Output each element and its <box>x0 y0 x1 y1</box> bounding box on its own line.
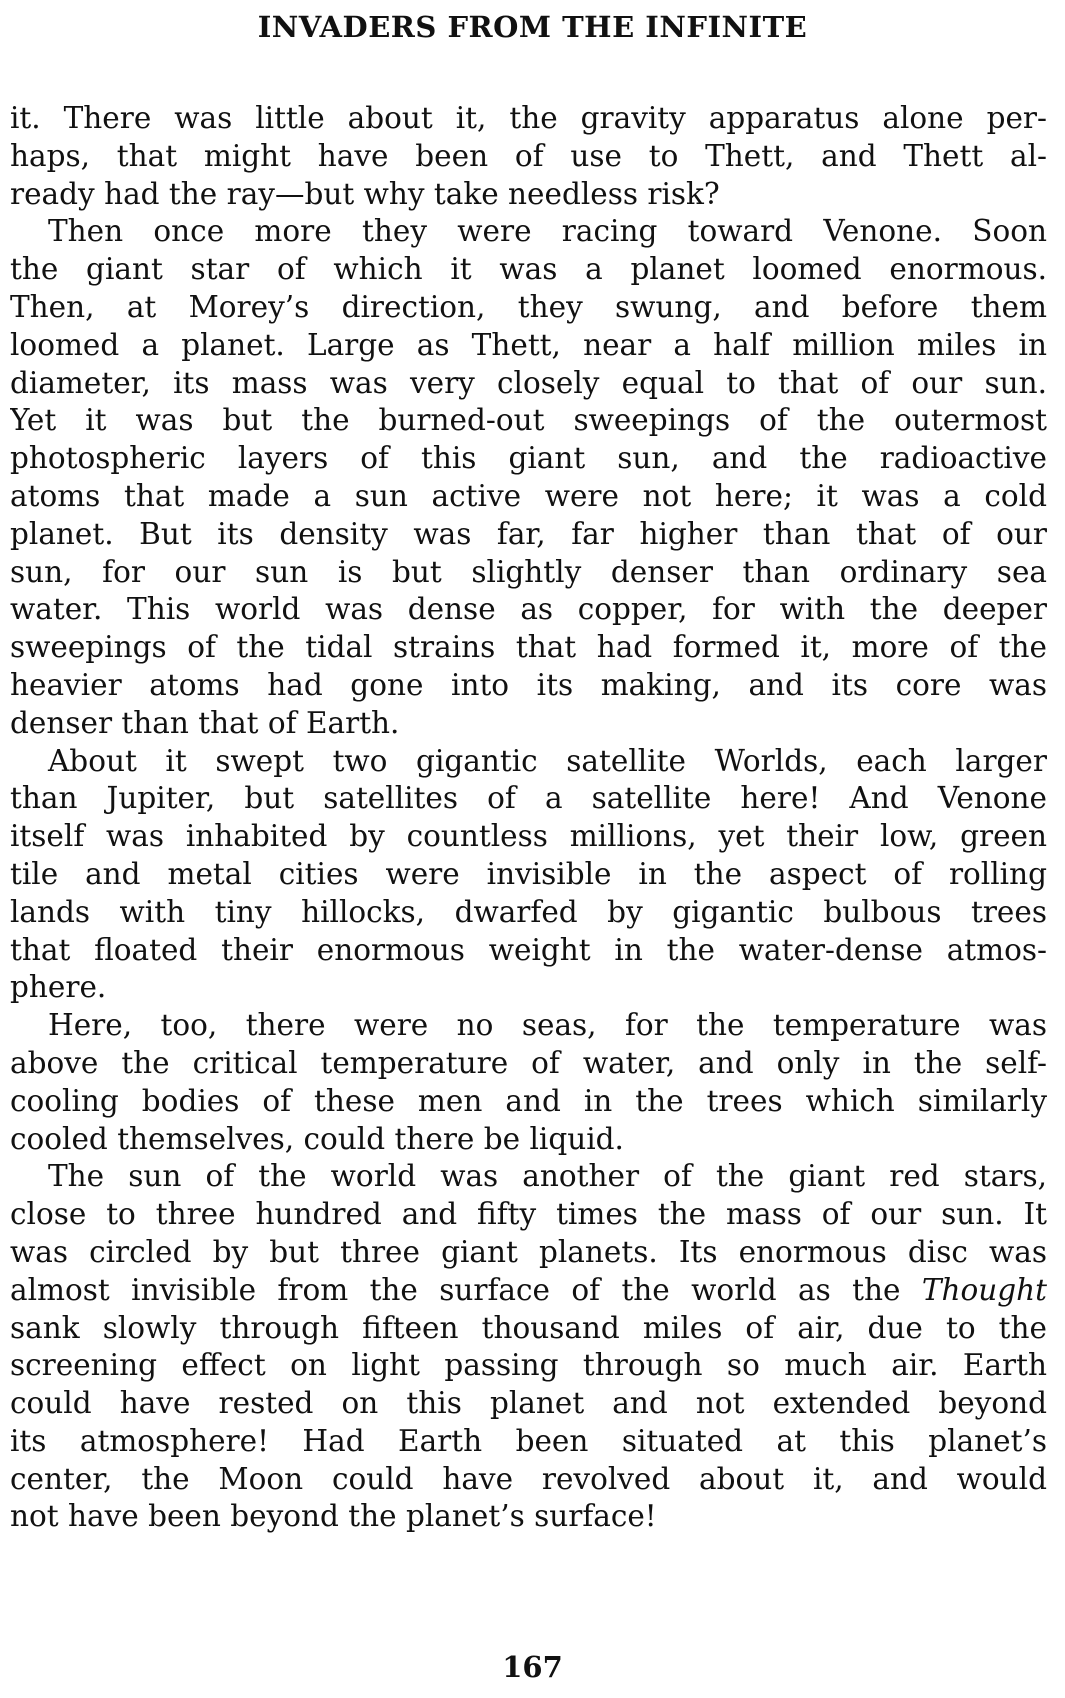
text-line: loomed a planet. Large as Thett, near a half million miles in <box>10 327 1047 362</box>
text-line: Yet it was but the burned-out sweepings of the outermost <box>10 403 1047 438</box>
text-line: it. There was little about it, the gravity apparatus alone per- <box>10 101 1047 135</box>
text-line: its atmosphere! Had Earth been situated at this planet’s <box>10 1423 1047 1458</box>
text-line: than Jupiter, but satellites of a satellite here! And Venone <box>10 781 1047 816</box>
text-line: denser than that of Earth. <box>10 705 400 740</box>
text-line: tile and metal cities were invisible in the aspect of rolling <box>10 856 1047 891</box>
text-line: lands with tiny hillocks, dwarfed by gigantic bulbous trees <box>10 894 1047 929</box>
text-line: could have rested on this planet and not extended beyond <box>10 1386 1047 1421</box>
text-line: not have been beyond the planet’s surface! <box>10 1499 657 1534</box>
text-line: almost invisible from the surface of the world as the Thought <box>10 1272 1047 1307</box>
text-line: above the critical temperature of water, and only in the self- <box>10 1045 1047 1080</box>
text-line: haps, that might have been of use to Thett, and Thett al- <box>10 138 1047 173</box>
text-line: photospheric layers of this giant sun, and the radioactive <box>10 441 1047 476</box>
text-line: The sun of the world was another of the giant red stars, <box>48 1159 1047 1194</box>
text-line: Then once more they were racing toward Venone. Soon <box>48 214 1047 249</box>
text-line: atoms that made a sun active were not here; it was a cold <box>10 478 1047 513</box>
text-line: diameter, its mass was very closely equal to that of our sun. <box>10 365 1047 400</box>
text-line: sank slowly through fifteen thousand miles of air, due to the <box>10 1310 1047 1345</box>
text-line: heavier atoms had gone into its making, and its core was <box>10 667 1047 702</box>
text-line: About it swept two gigantic satellite Worlds, each larger <box>48 743 1047 778</box>
text-line: Here, too, there were no seas, for the temperature was <box>48 1008 1047 1043</box>
text-line: ready had the ray—but why take needless risk? <box>10 176 720 211</box>
text-line: cooled themselves, could there be liquid. <box>10 1121 624 1156</box>
body-text <box>10 100 1047 1536</box>
text-line: itself was inhabited by countless millions, yet their low, green <box>10 819 1047 854</box>
text-line: sweepings of the tidal strains that had formed it, more of the <box>10 630 1047 665</box>
running-head: INVADERS FROM THE INFINITE <box>257 10 808 44</box>
text-line: the giant star of which it was a planet loomed enormous. <box>10 252 1047 287</box>
text-line: close to three hundred and fifty times the mass of our sun. It <box>10 1197 1047 1232</box>
page-number: 167 <box>502 1650 563 1684</box>
text-line: sun, for our sun is but slightly denser than ordinary sea <box>10 554 1047 589</box>
text-line: was circled by but three giant planets. Its enormous disc was <box>10 1234 1047 1269</box>
text-line: screening effect on light passing through so much air. Earth <box>10 1348 1047 1383</box>
text-line: planet. But its density was far, far higher than that of our <box>10 516 1047 551</box>
text-line: cooling bodies of these men and in the trees which similarly <box>10 1083 1047 1118</box>
text-line: that floated their enormous weight in the water-dense atmos- <box>10 932 1047 967</box>
text-line: water. This world was dense as copper, for with the deeper <box>10 592 1047 627</box>
text-line: phere. <box>10 970 107 1005</box>
text-line: Then, at Morey’s direction, they swung, and before them <box>10 289 1047 324</box>
ship-name: Thought <box>921 1272 1047 1307</box>
text-line: center, the Moon could have revolved about it, and would <box>10 1461 1047 1496</box>
